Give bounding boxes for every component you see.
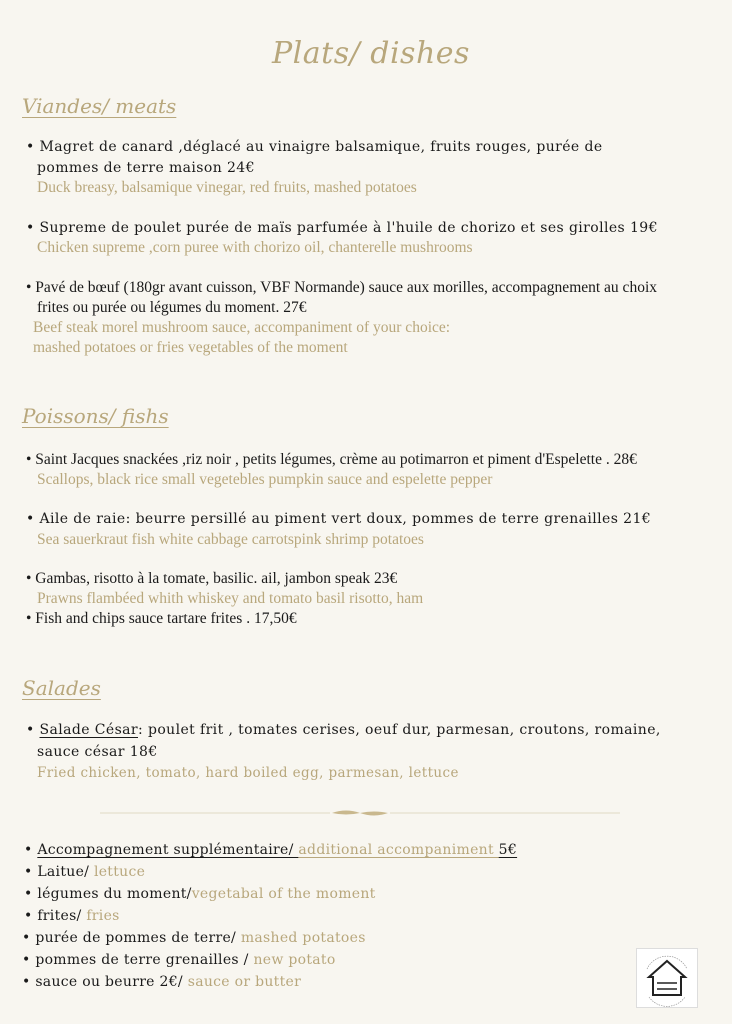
- menu-item-translation: Sea sauerkraut fish white cabbage carrotspink shrimp potatoes: [37, 531, 424, 548]
- side-fr: légumes du moment/: [37, 886, 192, 902]
- salad-description: : poulet frit , tomates cerises, oeuf dur, parmesan, croutons, romaine,: [138, 722, 661, 738]
- house-logo: [636, 948, 698, 1008]
- side-fr: purée de pommes de terre/: [35, 930, 241, 946]
- side-en: fries: [86, 908, 120, 924]
- salad-name: Salade César: [39, 722, 138, 738]
- side-item: [22, 974, 301, 990]
- side-en: additional accompaniment: [298, 842, 499, 858]
- side-price: 5€: [498, 842, 518, 858]
- page-title: Plats/ dishes: [272, 36, 470, 71]
- menu-item-translation: Prawns flambéed whith whiskey and tomato basil risotto, ham: [37, 590, 424, 607]
- menu-item-translation: Chicken supreme ,corn puree with chorizo oil, chanterelle mushrooms: [37, 239, 473, 256]
- menu-item-translation: mashed potatoes or fries vegetables of the moment: [33, 339, 348, 356]
- side-item: [24, 908, 120, 924]
- menu-item-line: • Magret de canard ,déglacé au vinaigre balsamique, fruits rouges, purée de: [26, 139, 603, 155]
- side-en: sauce or butter: [187, 974, 302, 990]
- side-fr: Laitue/: [37, 864, 94, 880]
- ornament-divider: [100, 808, 620, 818]
- section-heading-salads: Salades: [22, 676, 101, 700]
- menu-item-translation: Beef steak morel mushroom sauce, accompaniment of your choice:: [33, 319, 451, 336]
- bullet: •: [24, 864, 38, 880]
- menu-item-line: • Pavé de bœuf (180gr avant cuisson, VBF Normande) sauce aux morilles, accompagnement au choix: [26, 279, 657, 296]
- menu-item-line: pommes de terre maison 24€: [37, 160, 255, 176]
- menu-item-line: sauce césar 18€: [37, 744, 158, 760]
- bullet: •: [22, 930, 36, 946]
- menu-item-translation: Fried chicken, tomato, hard boiled egg, parmesan, lettuce: [37, 765, 459, 781]
- side-en: mashed potatoes: [240, 930, 366, 946]
- menu-item-line: • Gambas, risotto à la tomate, basilic. ail, jambon speak 23€: [26, 570, 398, 587]
- menu-item-line: • Saint Jacques snackées ,riz noir , petits légumes, crème au potimarron et piment d'Espelette . 28€: [26, 451, 637, 468]
- menu-item-translation: Duck breasy, balsamique vinegar, red fruits, mashed potatoes: [37, 179, 417, 196]
- side-en: lettuce: [93, 864, 146, 880]
- bullet: •: [24, 842, 38, 858]
- side-fr: Accompagnement supplémentaire/: [37, 842, 299, 858]
- section-heading-fish: Poissons/ fishs: [22, 404, 169, 428]
- bullet: •: [26, 722, 40, 738]
- bullet: •: [22, 974, 36, 990]
- bullet: •: [22, 952, 36, 968]
- menu-item-line: frites ou purée ou légumes du moment. 27€: [37, 299, 307, 316]
- side-en: new potato: [253, 952, 336, 968]
- side-en: vegetabal of the moment: [191, 886, 376, 902]
- side-item: [22, 930, 366, 946]
- side-fr: pommes de terre grenailles /: [35, 952, 254, 968]
- menu-item-line: • Aile de raie: beurre persillé au piment vert doux, pommes de terre grenailles 21€: [26, 511, 652, 527]
- menu-item-line: • Supreme de poulet purée de maïs parfumée à l'huile de chorizo et ses girolles 19€: [26, 220, 658, 236]
- bullet: •: [24, 886, 38, 902]
- house-icon: [637, 949, 697, 1007]
- side-item: [24, 886, 376, 902]
- menu-item-line: [26, 722, 661, 738]
- section-heading-meats: Viandes/ meats: [22, 94, 177, 118]
- bullet: •: [24, 908, 38, 924]
- menu-item-line: • Fish and chips sauce tartare frites . 17,50€: [26, 610, 297, 627]
- side-item: [24, 842, 517, 858]
- side-fr: sauce ou beurre 2€/: [35, 974, 188, 990]
- side-item: [24, 864, 145, 880]
- side-fr: frites/: [37, 908, 87, 924]
- side-item: [22, 952, 336, 968]
- menu-item-translation: Scallops, black rice small vegetebles pumpkin sauce and espelette pepper: [37, 471, 493, 488]
